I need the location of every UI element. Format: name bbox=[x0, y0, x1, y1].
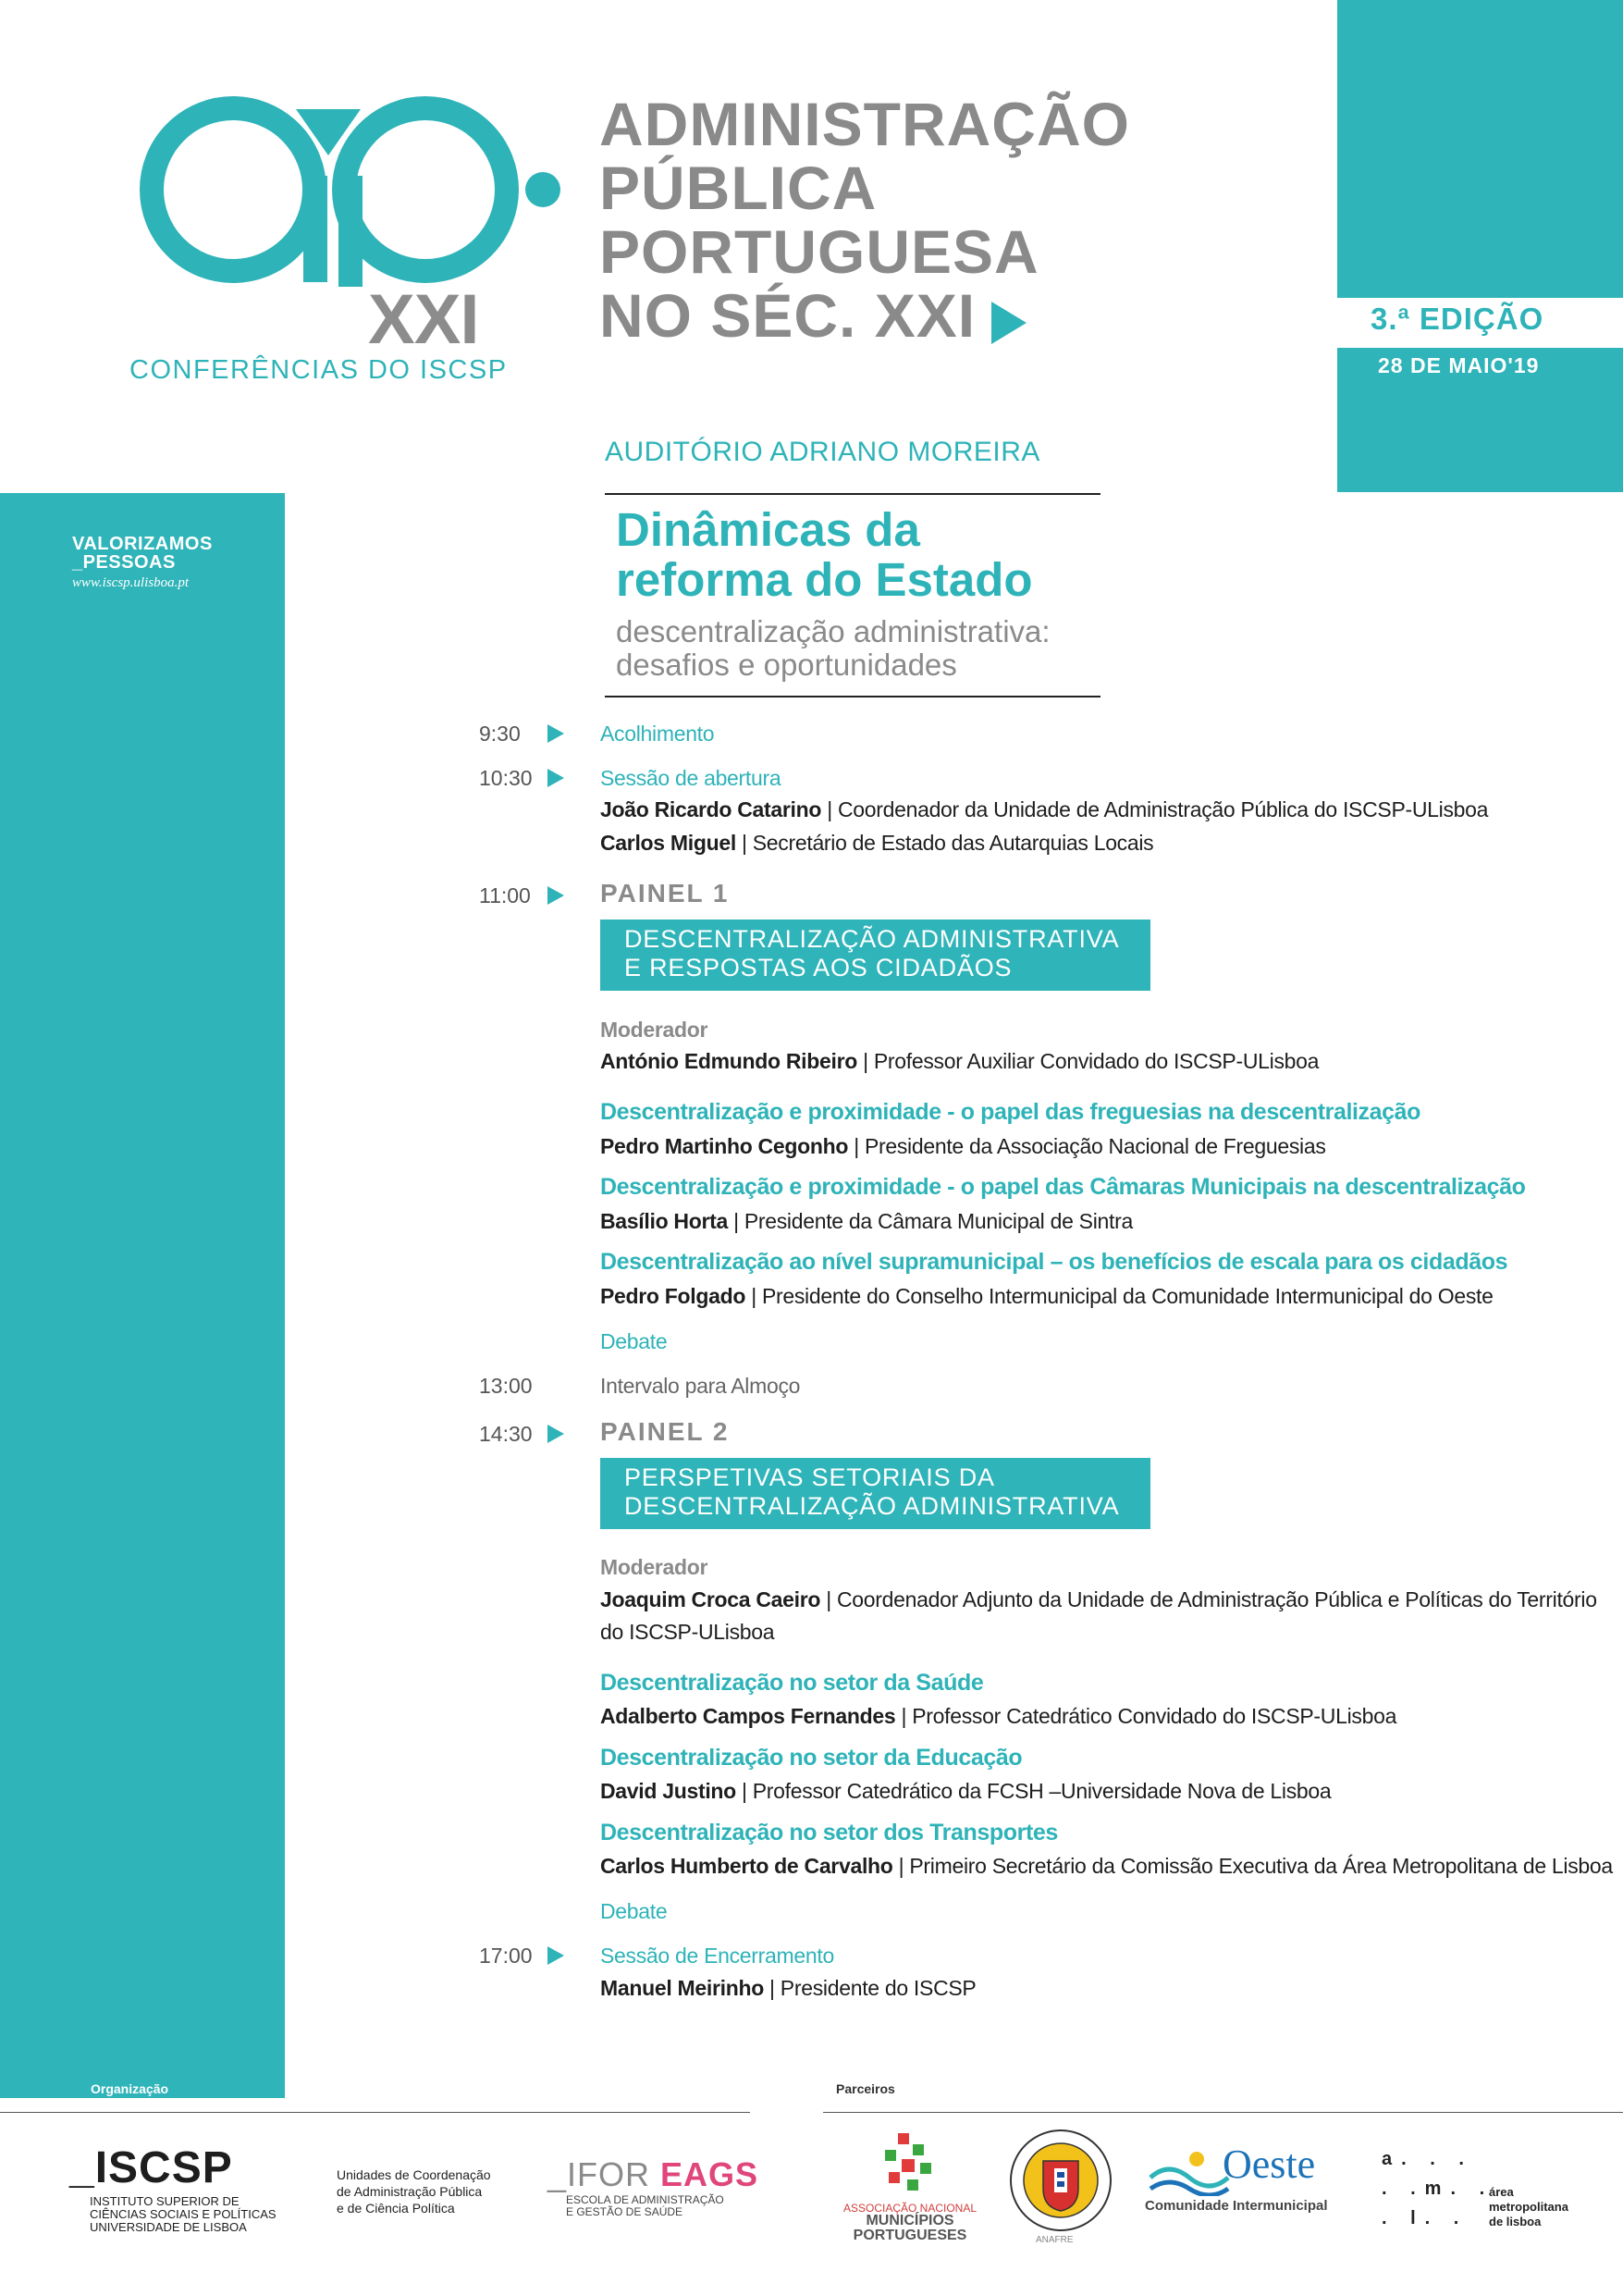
arrow-icon bbox=[547, 886, 564, 905]
speaker-name: Basílio Horta bbox=[600, 1209, 728, 1233]
divider bbox=[605, 696, 1100, 697]
slogan-line: _PESSOAS bbox=[72, 552, 176, 573]
session-title: Sessão de Encerramento bbox=[600, 1944, 834, 1968]
venue: AUDITÓRIO ADRIANO MOREIRA bbox=[605, 437, 1040, 467]
speaker-line bbox=[600, 1704, 1396, 1729]
oeste-wave-icon bbox=[1149, 2150, 1232, 2196]
speaker-role: | Presidente do ISCSP bbox=[769, 1976, 977, 2000]
ifor-logo-text: _IFOR bbox=[547, 2155, 651, 2193]
panel-title-line: DESCENTRALIZAÇÃO ADMINISTRATIVA bbox=[624, 925, 1120, 953]
speaker-role: | Presidente da Associação Nacional de Freguesias bbox=[854, 1134, 1326, 1158]
speaker-role-cont: do ISCSP-ULisboa bbox=[600, 1620, 775, 1644]
logo-dot bbox=[525, 172, 560, 207]
edition-box bbox=[1337, 0, 1623, 492]
title-line: ADMINISTRAÇÃO bbox=[599, 90, 1130, 158]
anmp-emblem-icon bbox=[878, 2131, 942, 2196]
panel-title-line: DESCENTRALIZAÇÃO ADMINISTRATIVA bbox=[624, 1492, 1120, 1520]
speaker-role: | Secretário de Estado das Autarquias Locais bbox=[742, 831, 1154, 855]
ifor-logo-line: E GESTÃO DE SAÚDE bbox=[566, 2205, 683, 2218]
anafre-label: ANAFRE bbox=[1036, 2235, 1074, 2245]
anafre-seal-icon bbox=[1008, 2128, 1113, 2233]
theme-title-line: reforma do Estado bbox=[616, 553, 1033, 606]
theme-title-line: Dinâmicas da bbox=[616, 503, 920, 556]
aml-line: área bbox=[1489, 2185, 1514, 2199]
units-text bbox=[337, 2166, 491, 2216]
theme-subtitle bbox=[616, 615, 1051, 682]
aml-logo bbox=[1382, 2144, 1494, 2233]
speaker-name: David Justino bbox=[600, 1779, 736, 1803]
iscsp-logo-line: UNIVERSIDADE DE LISBOA bbox=[90, 2220, 247, 2234]
arrow-icon bbox=[547, 724, 564, 743]
topic-title: Descentralização no setor da Educação bbox=[600, 1745, 1023, 1771]
time: 17:00 bbox=[479, 1944, 533, 1968]
logo-xxi: XXI bbox=[368, 280, 479, 359]
time: 11:00 bbox=[479, 883, 531, 907]
theme-subtitle-line: desafios e oportunidades bbox=[616, 648, 957, 682]
panel-label: PAINEL 2 bbox=[600, 1417, 730, 1446]
anmp-logo bbox=[836, 2131, 984, 2243]
theme-title bbox=[616, 505, 1033, 605]
speaker-line bbox=[600, 1209, 1133, 1234]
iscsp-logo-line: CIÊNCIAS SOCIAIS E POLÍTICAS bbox=[90, 2207, 277, 2221]
speaker-name: João Ricardo Catarino bbox=[600, 797, 822, 821]
speaker-line bbox=[600, 1854, 1613, 1879]
speaker-role: | Professor Catedrático Convidado do ISCSP-ULisboa bbox=[901, 1704, 1397, 1728]
edition-label: 3.ª EDIÇÃO bbox=[1371, 302, 1544, 336]
event-date: 28 DE MAIO'19 bbox=[1378, 353, 1540, 377]
theme-subtitle-line: descentralização administrativa: bbox=[616, 614, 1051, 648]
aml-logo-row: . .m. . bbox=[1382, 2179, 1494, 2199]
arrow-icon bbox=[547, 769, 564, 787]
eags-logo-text: EAGS bbox=[660, 2155, 759, 2193]
session-title: Acolhimento bbox=[600, 722, 715, 746]
title-line: PÚBLICA bbox=[599, 154, 878, 222]
time: 9:30 bbox=[479, 722, 521, 746]
speaker-line bbox=[600, 1587, 1597, 1612]
logo-subtitle: CONFERÊNCIAS DO ISCSP bbox=[129, 355, 508, 385]
aml-text bbox=[1489, 2185, 1568, 2229]
arrow-icon bbox=[547, 1946, 564, 1965]
speaker-name: Carlos Miguel bbox=[600, 831, 736, 855]
speaker-role: | Professor Catedrático da FCSH –Universidade Nova de Lisboa bbox=[742, 1779, 1332, 1803]
main-title bbox=[599, 90, 1130, 350]
panel-label: PAINEL 1 bbox=[600, 879, 730, 907]
time: 10:30 bbox=[479, 766, 533, 790]
arrow-icon bbox=[547, 1425, 564, 1443]
speaker-name: Joaquim Croca Caeiro bbox=[600, 1587, 821, 1611]
speaker-role: | Presidente do Conselho Intermunicipal da Comunidade Intermunicipal do Oeste bbox=[745, 1284, 1494, 1308]
slogan-line: VALORIZAMOS bbox=[72, 534, 213, 554]
speaker-name: Manuel Meirinho bbox=[600, 1976, 764, 2000]
iscsp-logo-mark: _ISCSP bbox=[69, 2143, 233, 2192]
time: 13:00 bbox=[479, 1374, 533, 1398]
speaker-role: | Primeiro Secretário da Comissão Executiva da Área Metropolitana de Lisboa bbox=[898, 1854, 1613, 1878]
topic-title: Descentralização no setor dos Transportes bbox=[600, 1820, 1058, 1845]
speaker-name: Pedro Folgado bbox=[600, 1284, 746, 1308]
speaker-line bbox=[600, 1779, 1331, 1804]
debate-label: Debate bbox=[600, 1899, 668, 1923]
title-line: NO SÉC. XXI bbox=[599, 281, 977, 350]
speaker-role: | Presidente da Câmara Municipal de Sintra bbox=[733, 1209, 1133, 1233]
speaker-name: Adalberto Campos Fernandes bbox=[600, 1704, 896, 1728]
time: 14:30 bbox=[479, 1422, 533, 1446]
footer-divider bbox=[0, 2112, 750, 2113]
organization-label: Organização bbox=[91, 2081, 169, 2096]
oeste-logo bbox=[1145, 2144, 1348, 2214]
divider bbox=[605, 493, 1100, 495]
oeste-logo-word: Oeste bbox=[1223, 2142, 1316, 2187]
iscsp-logo bbox=[69, 2142, 277, 2234]
speaker-role: | Professor Auxiliar Convidado do ISCSP-ULisboa bbox=[863, 1049, 1320, 1073]
units-line: de Administração Pública bbox=[337, 2184, 483, 2199]
panel-title-line: E RESPOSTAS AOS CIDADÃOS bbox=[624, 954, 1013, 981]
speaker-line bbox=[600, 1284, 1494, 1309]
ifor-eags-logo bbox=[547, 2155, 758, 2218]
anmp-line: MUNICÍPIOS bbox=[866, 2213, 954, 2228]
units-line: e de Ciência Política bbox=[337, 2201, 455, 2216]
speaker-role: | Coordenador da Unidade de Administração Pública do ISCSP-ULisboa bbox=[827, 797, 1489, 821]
footer-divider bbox=[823, 2112, 1623, 2113]
speaker-name: Carlos Humberto de Carvalho bbox=[600, 1854, 893, 1878]
speaker-role: | Coordenador Adjunto da Unidade de Administração Pública e Políticas do Território bbox=[826, 1587, 1597, 1611]
speaker-name: António Edmundo Ribeiro bbox=[600, 1049, 858, 1073]
units-line: Unidades de Coordenação bbox=[337, 2167, 491, 2182]
topic-title: Descentralização ao nível supramunicipal – os benefícios de escala para os cidadãos bbox=[600, 1249, 1508, 1275]
topic-title: Descentralização e proximidade - o papel das freguesias na descentralização bbox=[600, 1099, 1421, 1125]
break-label: Intervalo para Almoço bbox=[600, 1374, 801, 1398]
partners-label: Parceiros bbox=[836, 2081, 895, 2096]
topic-title: Descentralização no setor da Saúde bbox=[600, 1670, 984, 1696]
anmp-line: ASSOCIAÇÃO NACIONAL bbox=[842, 2202, 977, 2215]
oeste-logo-sub: Comunidade Intermunicipal bbox=[1145, 2198, 1328, 2214]
title-line: PORTUGUESA bbox=[599, 217, 1039, 286]
moderator-label: Moderador bbox=[600, 1555, 708, 1579]
debate-label: Debate bbox=[600, 1329, 668, 1353]
ifor-logo-line: ESCOLA DE ADMINISTRAÇÃO bbox=[566, 2193, 724, 2206]
speaker-name: Pedro Martinho Cegonho bbox=[600, 1134, 849, 1158]
panel-title-box bbox=[600, 1458, 1150, 1529]
aml-line: de lisboa bbox=[1489, 2215, 1542, 2228]
speaker-line bbox=[600, 797, 1488, 822]
panel-title-line: PERSPETIVAS SETORIAIS DA bbox=[624, 1463, 995, 1491]
panel-title-box bbox=[600, 920, 1150, 991]
session-title: Sessão de abertura bbox=[600, 766, 781, 790]
speaker-line bbox=[600, 1049, 1319, 1074]
iscsp-logo-line: INSTITUTO SUPERIOR DE bbox=[90, 2194, 240, 2208]
speaker-line bbox=[600, 831, 1153, 856]
website-link[interactable]: www.iscsp.ulisboa.pt bbox=[72, 575, 189, 590]
sidebar-band bbox=[0, 493, 285, 2098]
aml-logo-row: a. . . bbox=[1382, 2149, 1473, 2169]
aml-logo-row: . l. . bbox=[1382, 2208, 1469, 2228]
anmp-line: PORTUGUESES bbox=[853, 2228, 967, 2243]
aml-line: metropolitana bbox=[1489, 2200, 1568, 2214]
play-arrow-icon bbox=[991, 302, 1027, 344]
speaker-line bbox=[600, 1134, 1326, 1159]
speaker-line bbox=[600, 1976, 976, 2001]
topic-title: Descentralização e proximidade - o papel das Câmaras Municipais na descentralização bbox=[600, 1174, 1526, 1200]
slogan bbox=[72, 535, 213, 572]
moderator-label: Moderador bbox=[600, 1018, 708, 1042]
